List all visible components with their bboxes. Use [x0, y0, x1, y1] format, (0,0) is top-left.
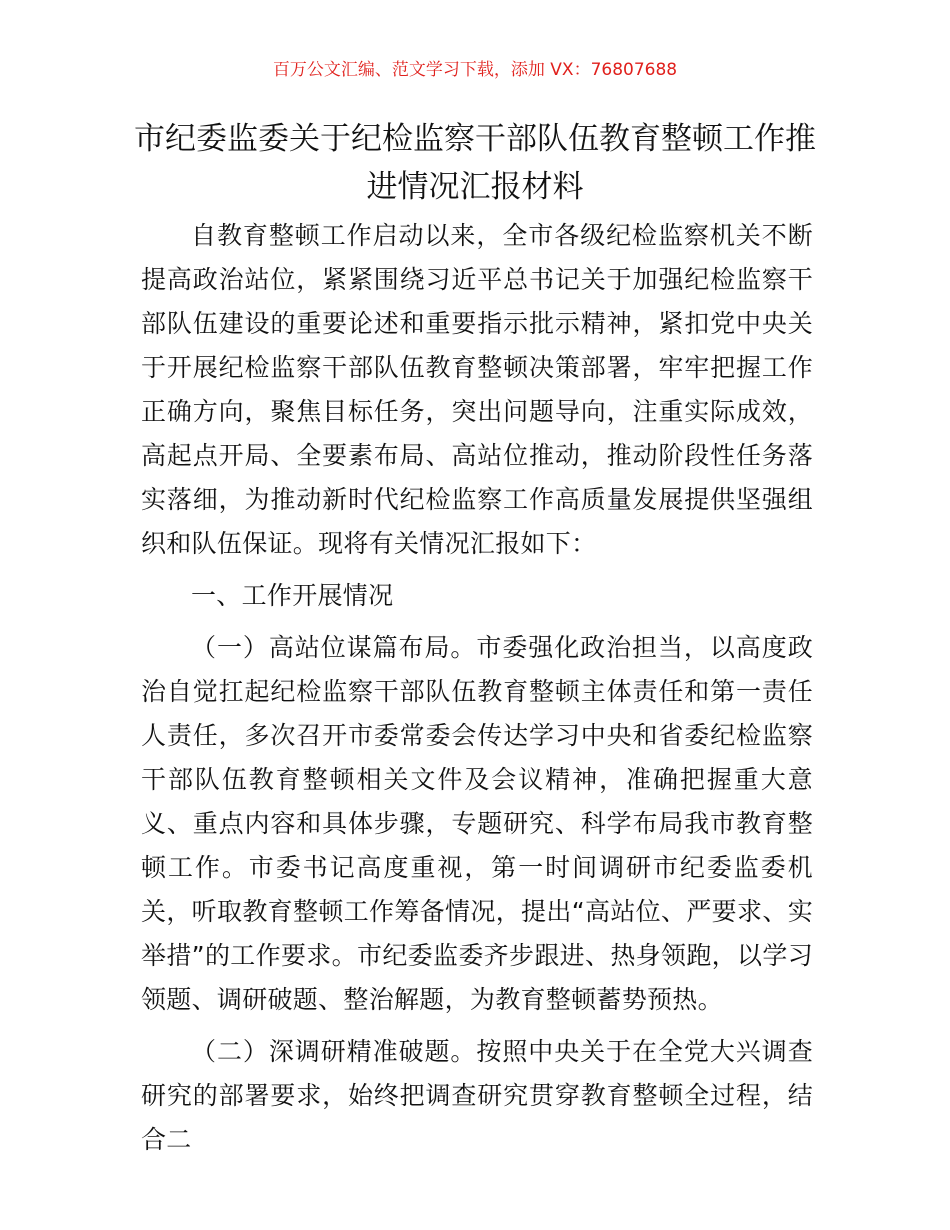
paragraph-item-2: （二）深调研精准破题。按照中央关于在全党大兴调查研究的部署要求，始终把调查研究贯穿教育整顿全过程，结合二 — [141, 1037, 813, 1154]
intro-paragraph: 自教育整顿工作启动以来，全市各级纪检监察机关不断提高政治站位，紧紧围绕习近平总书记关于加强纪检监察干部队伍建设的重要论述和重要指示批示精神，紧扣党中央关于开展纪检监察干部队伍教育整顿决策部署，牢牢把握工作正确方向，聚焦目标任务，突出问题导向，注重实际成效，高起点开局、全要素布局、高站位推动，推动阶段性任务落实落细，为推动新时代纪检监察工作高质量发展提供坚强组织和队伍保证。现将有关情况汇报如下： — [141, 221, 813, 558]
watermark-banner: 百万公文汇编、范文学习下载，添加 VX：76807688 — [272, 60, 678, 80]
paragraph-item-1: （一）高站位谋篇布局。市委强化政治担当，以高度政治自觉扛起纪检监察干部队伍教育整顿主体责任和第一责任人责任，多次召开市委常委会传达学习中央和省委纪检监察干部队伍教育整顿相关文件及会议精神，准确把握重大意义、重点内容和具体步骤，专题研究、科学布局我市教育整顿工作。市委书记高度重视，第一时间调研市纪委监委机关，听取教育整顿工作筹备情况，提出“高站位、严要求、实举措”的工作要求。市纪委监委齐步跟进、热身领跑，以学习领题、调研破题、整治解题，为教育整顿蓄势预热。 — [141, 633, 813, 1014]
document-body — [141, 214, 813, 1162]
section-heading-1: 一、工作开展情况 — [191, 581, 394, 610]
document-title: 市纪委监委关于纪检监察干部队伍教育整顿工作推进情况汇报材料 — [134, 121, 816, 205]
